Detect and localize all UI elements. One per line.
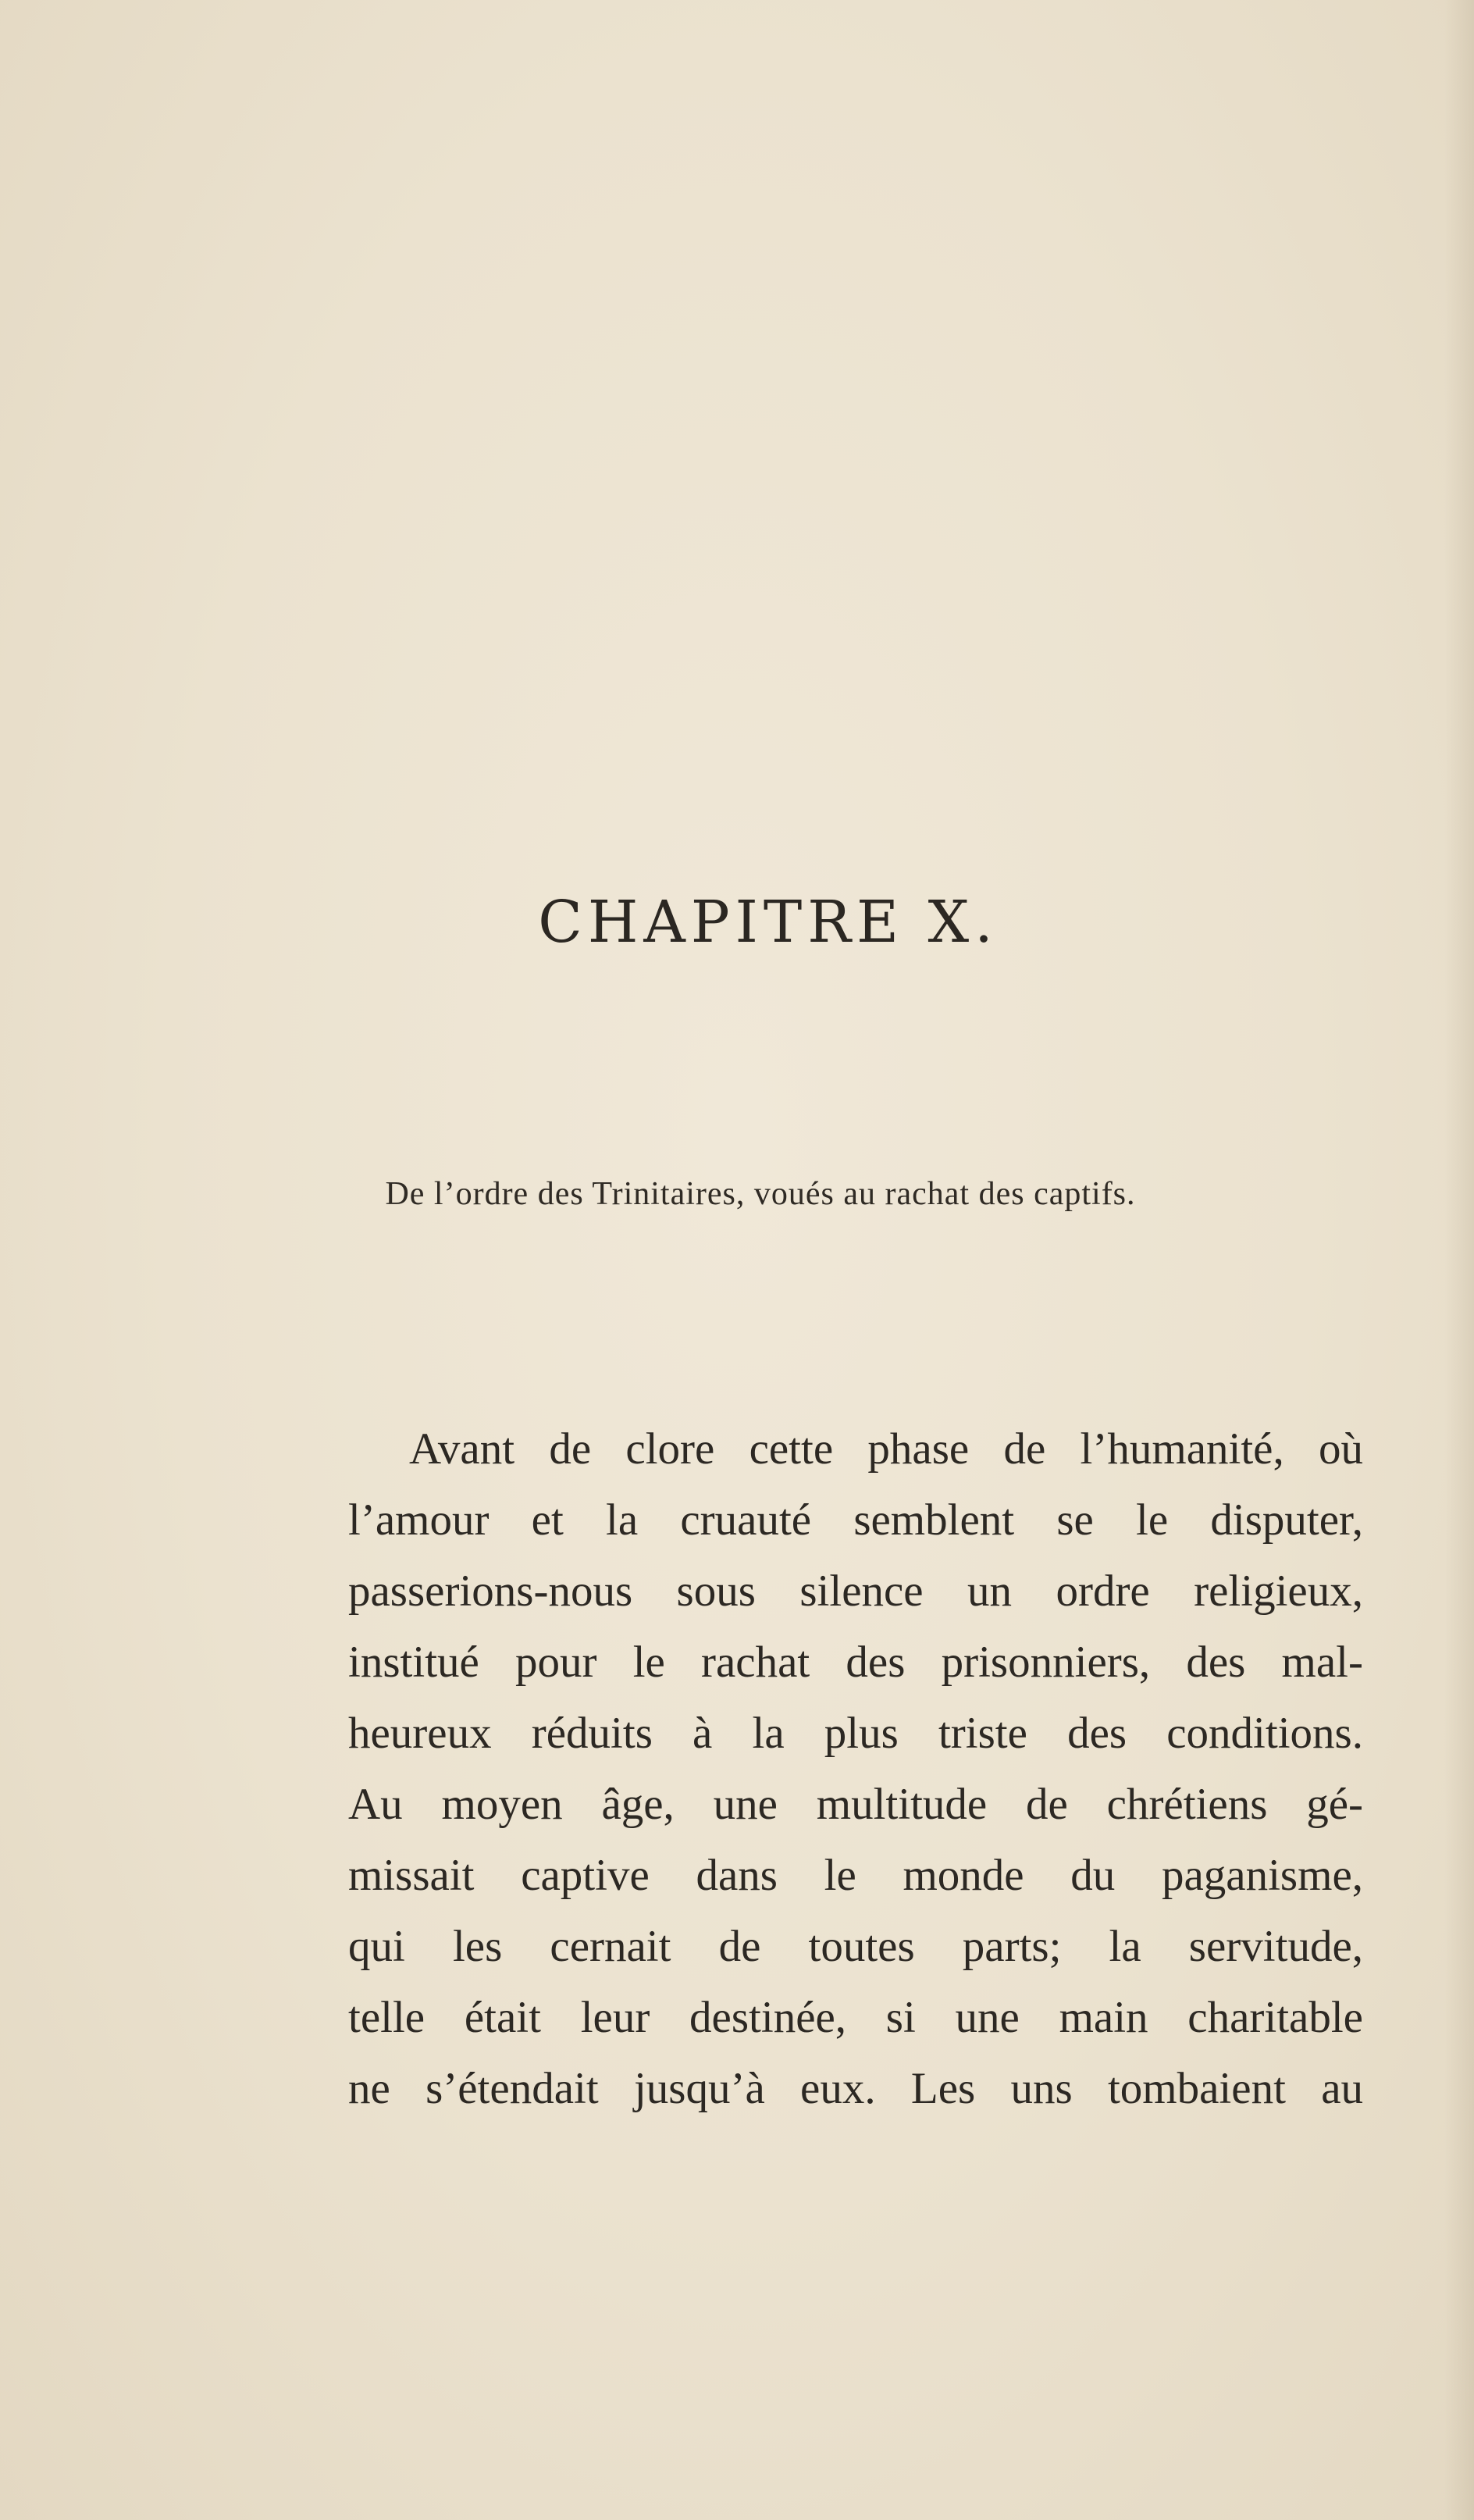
text-line: Avant de clore cette phase de l’humanité, où — [409, 1424, 1363, 1474]
text-line: ne s’étendait jusqu’à eux. Les uns tombaient au — [348, 2064, 1363, 2113]
text-line: institué pour le rachat des prisonniers, des mal- — [348, 1638, 1363, 1687]
text-line: heureux réduits à la plus triste des conditions. — [348, 1709, 1363, 1758]
text-line: l’amour et la cruauté semblent se le disputer, — [348, 1495, 1363, 1545]
text-line: passerions-nous sous silence un ordre religieux, — [348, 1567, 1363, 1616]
page-edge-shadow — [1444, 0, 1474, 2520]
chapter-title: CHAPITRE X. — [538, 889, 999, 956]
text-line: missait captive dans le monde du paganisme, — [348, 1851, 1363, 1900]
chapter-subtitle: De l’ordre des Trinitaires, voués au rachat des captifs. — [385, 1176, 1136, 1212]
text-line: qui les cernait de toutes parts; la servitude, — [348, 1922, 1363, 1971]
text-line: telle était leur destinée, si une main charitable — [348, 1993, 1363, 2042]
body-paragraph — [348, 1413, 1363, 2124]
text-line: Au moyen âge, une multitude de chrétiens gé- — [348, 1780, 1363, 1829]
